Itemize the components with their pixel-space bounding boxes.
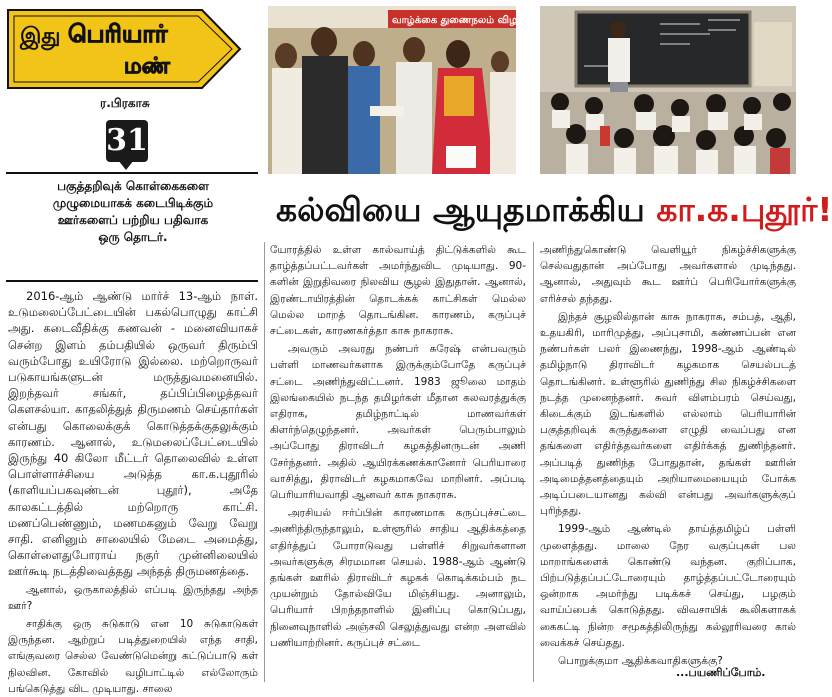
article-paragraph: 1999-ஆம் ஆண்டில் தாய்த்தமிழ்ப் பள்ளி முளைத்தது. மாலை நேர வகுப்புகள் பல மாறாங்களைக் கொண்டு வந்தன. குறிப்பாக, பிற்படுத்தப்பட்டோரையும் தாழ்த்தப்பட்டோரையும் ஒன்றாக அமர்ந்து படிக்கச் செய்து, பழகும் வாய்ப்பைக் கொடுத்தது. விவசாயிக் கூலிகளாகக் கைகட்டி நின்ற சமூகத்திலிருந்து கல்லூரிவரை கால் வைக்கச் செய்தது. — [540, 523, 796, 649]
article-paragraph: சாதிக்கு ஒரு சுடுகாடு என 10 சுடுகாடுகள் இருந்தன. ஆற்றுப் படித்துறையில் எந்த சாதி, எங்குவரை செல்ல வேண்டுமென்று கட்டுப்பாடு கள் நிலவின. கோவில் வழிபாட்டில் எல்லோரும் பங்கெடுத்து விட முடியாது. சாலை — [8, 618, 258, 695]
intro-rule-bottom — [6, 280, 258, 282]
series-number-pointer — [118, 160, 134, 170]
classroom-photo — [540, 6, 796, 174]
ceremony-banner-text: வாழ்க்கை துணைநலம் விழா — [392, 15, 523, 26]
article-column-1 — [8, 288, 258, 695]
author-byline: ர.பிரகாசு — [100, 96, 150, 110]
article-paragraph: இந்தச் சூழலில்தான் காசு நாகராசு, சம்பத், ஆதி, உதயகிரி, மாரிமுத்து, அப்புசாமி, கண்ணப்பன் என நண்பர்கள் பலர் இணைந்து, 1998-ஆம் ஆண்டில் தமிழ்நாடு திராவிடர் கழகமாக செயல்படத் தொடங்கினர். உள்ளூரில் துணிந்து சில நிகழ்ச்சிகளை நடத்த முனைந்தனர். சுவர் விளம்பரம் செய்வது, கிடைக்கும் இடங்களில் எல்லாம் பெரியாரின் பகுத்தறிவுக் கருத்துகளை எழுதி வைப்பது என தங்களை எதிர்த்தவர்களை எதிர்க்கத் துணிந்தனர். அப்படித் துணிந்த போதுதான், தங்கள் ஊரின் அடிமைத்தனத்தையும் அறியாமையையும் போக்க அடிப்படையானது கல்வி என்பது அவர்களுக்குப் புரிந்தது. — [540, 310, 796, 518]
intro-line: ஊர்களைப் பற்றிய பதிவாக — [57, 213, 209, 227]
column-divider — [533, 242, 534, 682]
article-paragraph: அணிந்துகொண்டு வெளியூர் நிகழ்ச்சிகளுக்கு செல்வதுதான் அப்போது அவர்களால் முடிந்தது. ஆனால், அதுவும் கூட ஊர்ப் பெரியோர்களுக்கு எரிச்சல் தந்தது. — [540, 244, 796, 305]
article-column-2 — [270, 242, 526, 687]
column-divider — [264, 242, 265, 682]
article-paragraph: அரசியல் ஈர்ப்பின் காரணமாக கருப்புச்சட்டை அணிந்திருந்தாலும், உள்ளூரில் சாதிய ஆதிக்கத்தை எதிர்த்துப் போராடுவது பள்ளிச் சிறுவர்களான அவர்களுக்கு சிரமமான செயல். 1988-ஆம் ஆண்டு தங்கள் ஊரில் திராவிடர் கழகக் கொடிக்கம்பம் நட முயன்றும் தோல்வியே மிஞ்சியது. அனாலும், பெரியார் பிறந்தநாளில் இனிப்பு கொடுப்பது, நினைவுநாளில் அஞ்சலி செலுத்துவது என்ற அளவில் பணியாற்றினர். கருப்புச் சட்டை — [270, 507, 526, 649]
headline-main: கல்வியை ஆயுதமாக்கிய — [276, 190, 657, 229]
series-number: 31 — [106, 120, 148, 162]
intro-line: பகுத்தறிவுக் கொள்கைகளை — [57, 179, 209, 193]
series-badge — [6, 6, 244, 92]
badge-word-ithu: இது — [20, 24, 61, 49]
wedding-ceremony-photo — [268, 6, 523, 174]
badge-word-periyar: பெரியார் — [68, 20, 168, 48]
continued-signoff: ...பயணிப்போம். — [676, 666, 766, 679]
intro-rule-top — [6, 172, 258, 174]
series-intro — [10, 178, 256, 246]
intro-line: ஒரு தொடர். — [98, 230, 168, 244]
headline-place-name: கா.க.புதூர்! — [656, 190, 832, 229]
article-paragraph: பொறுக்குமா ஆதிக்கவாதிகளுக்கு? — [558, 655, 723, 668]
article-paragraph: அவரும் அவரது நண்பர் சுரேஷ் என்பவரும் பள்ளி மாணவர்களாக இருக்கும்போதே கருப்புச் சட்டை அணிந்துவிட்டனர். 1983 ஜூலை மாதம் இலங்கையில் நடந்த தமிழர்கள் மீதான கலவரத்துக்கு எதிராக, தமிழ்நாட்டில் மாணவர்கள் கிளர்ந்தெழுந்தனர். அவர்கள் பெரும்பாலும் அப்போது திராவிடர் கழகத்தினருடன் அணி சேர்ந்தனர். அதில் ஆயிரக்கணக்கானோர் பெரியாரை வாசித்து, திராவிடர் கழகமாகவே மாறினர். அப்படி பெரியாரியவாதி ஆனவர் காசு நாகராசு. — [270, 343, 526, 502]
article-column-3 — [540, 242, 796, 687]
intro-line: முழுமையாகக் கடைபிடிக்கும் — [52, 196, 214, 210]
article-headline — [276, 190, 832, 236]
article-paragraph: யோரத்தில் உள்ள கால்வாய்த் திட்டுக்களில் கூட தாழ்த்தப்பட்டவர்கள் அமர்ந்துவிட முடியாது. 90-களின் இறுதிவரை நிலவிய சூழல் இதுதான். ஆனால், இரண்டாயிரத்தின் தொடக்கக் காட்சிகள் மெல்ல மெல்ல மாறத் தொடங்கின. காரணம், கருப்புச் சட்டைகள், காரணகர்த்தா காசு நாகராசு. — [270, 244, 526, 338]
article-paragraph: 2016-ஆம் ஆண்டு மார்ச் 13-ஆம் நாள். உடுமலைப்பேட்டையின் பகல்பொழுது காட்சி அது. கடைவீதிக்கு கணவன் - மனைவியாகச் சென்ற இளம் தம்பதியில் ஒருவர் திரும்பி வரும்போது உயிரோடு இல்லை. மற்றொருவர் படுகாயங்களுடன் மருத்துவமனையில். இறந்தவர் சங்கர், தப்பிப்பிழைத்தவர் கௌசல்யா. காதலித்துத் திருமணம் செய்தார்கள் என்பது கொலைக்குக் கொடுத்தக்குதலுக்கும் காரணம். ஆனால், உடுமலைப்பேட்டையில் இருந்து 40 கிலோ மீட்டர் தொலைவில் உள்ள பொள்ளாச்சியை அடுத்த கா.க.புதூரில் (காளியப்பகவுண்டன் புதூர்), அதே காலகட்டத்தில் மற்றொரு காட்சி. மணப்பெண்ணும், மணமகனும் வேறு வேறு சாதி. எனினும் சாலையில் மேடை அமைத்து, கொள்ளைதுபோராய் நகுர் முன்னிலையில் ஊர்கூடி நடத்திவைத்தது அந்தத் திருமணத்தை. — [8, 289, 258, 579]
badge-word-man: மண் — [124, 54, 170, 79]
article-paragraph: ஆனால், ஒருகாலத்தில் எப்படி இருந்தது அந்த ஊர்? — [8, 583, 258, 612]
